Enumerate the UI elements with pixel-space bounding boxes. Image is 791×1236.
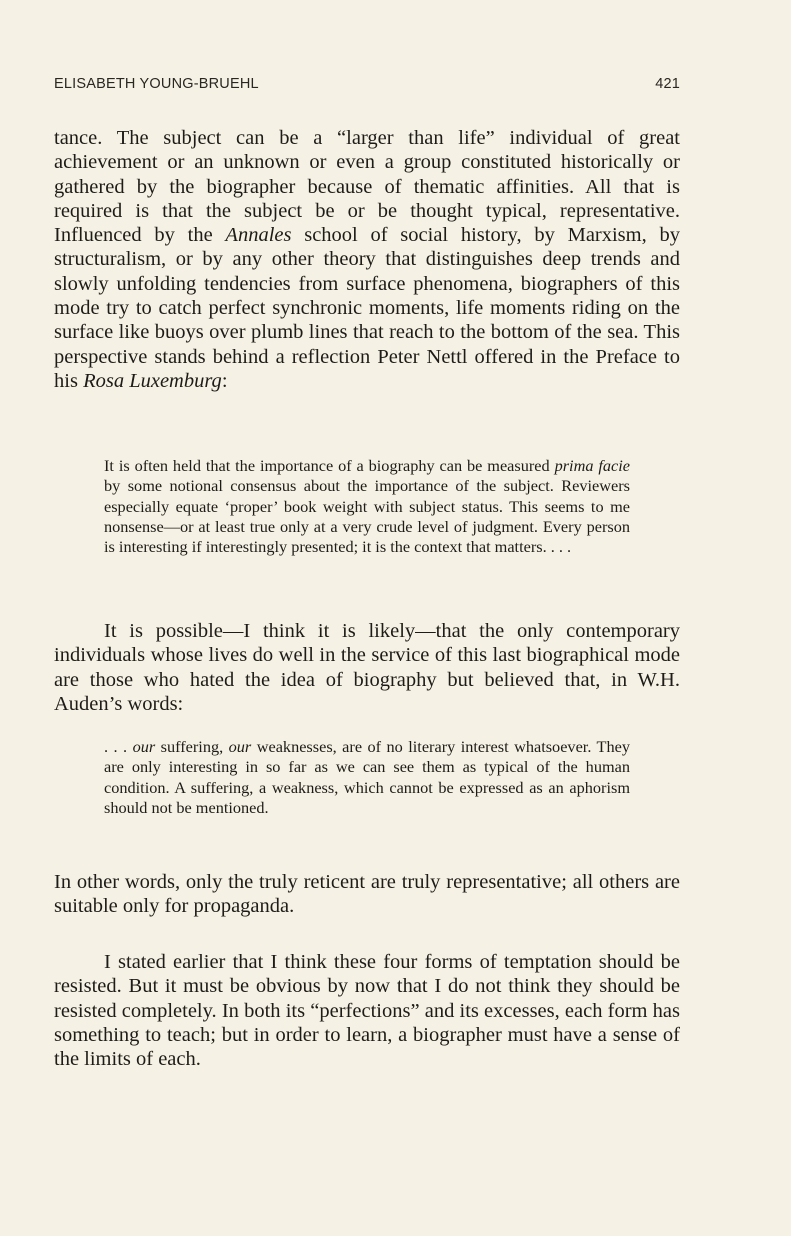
book-title-rosa-luxemburg: Rosa Luxemburg xyxy=(83,369,222,392)
paragraph-continued: tance. The subject can be a “larger than life” individual of great achievement or an unknown or even a group constituted historically or gathered by the biographer because of thematic affinities. All that is required is that the subject be or be thought typical, representative. Influenced by the Annales school of social history, by Marxism, by structuralism, or by any other theory that distinguishes deep trends and slowly unfolding tendencies from surface phenomena, biographers of this mode try to catch perfect synchronic moments, life moments riding on the surface like buoys over plumb lines that reach to the bottom of the sea. This perspective stands behind a reflection Peter Nettl offered in the Preface to his Rosa Luxemburg: xyxy=(54,127,680,392)
block-quote-nettl: It is often held that the importance of a biography can be measured prima facie by some notional consensus about the importance of the subject. Reviewers especially equate ‘proper’ book weight with subject status. This seems to me nonsense—or at least true only at a very crude level of judgment. Every person is interesting if interestingly presented; it is the context that matters. . . . xyxy=(104,456,631,557)
running-header xyxy=(54,76,680,92)
italic-annales: Annales xyxy=(225,224,292,247)
italic-our-2: our xyxy=(228,737,252,756)
paragraph-reticent: In other words, only the truly reticent are truly representative; all others are suitable only for propaganda. xyxy=(54,871,680,918)
page-number: 421 xyxy=(655,76,680,92)
running-head-author: ELISABETH YOUNG-BRUEHL xyxy=(54,76,259,92)
paragraph-auden-intro: It is possible—I think it is likely—that the only contemporary individuals whose lives do well in the service of this last biographical mode are those who hated the idea of biography but believed that, in W.H. Auden’s words: xyxy=(54,620,680,715)
block-quote-auden: . . . our suffering, our weaknesses, are of no literary interest whatsoever. They are only interesting in so far as we can see them as typical of the human condition. A suffering, a weakness, which cannot be expressed as an aphorism should not be mentioned. xyxy=(104,737,630,817)
italic-prima-facie: prima facie xyxy=(554,456,631,475)
italic-our-1: our xyxy=(132,737,156,756)
paragraph-temptations: I stated earlier that I think these four forms of temptation should be resisted. But it must be obvious by now that I do not think they should be resisted completely. In both its “perfections” and its excesses, each form has something to teach; but in order to learn, a biographer must have a sense of the limits of each. xyxy=(54,951,680,1071)
